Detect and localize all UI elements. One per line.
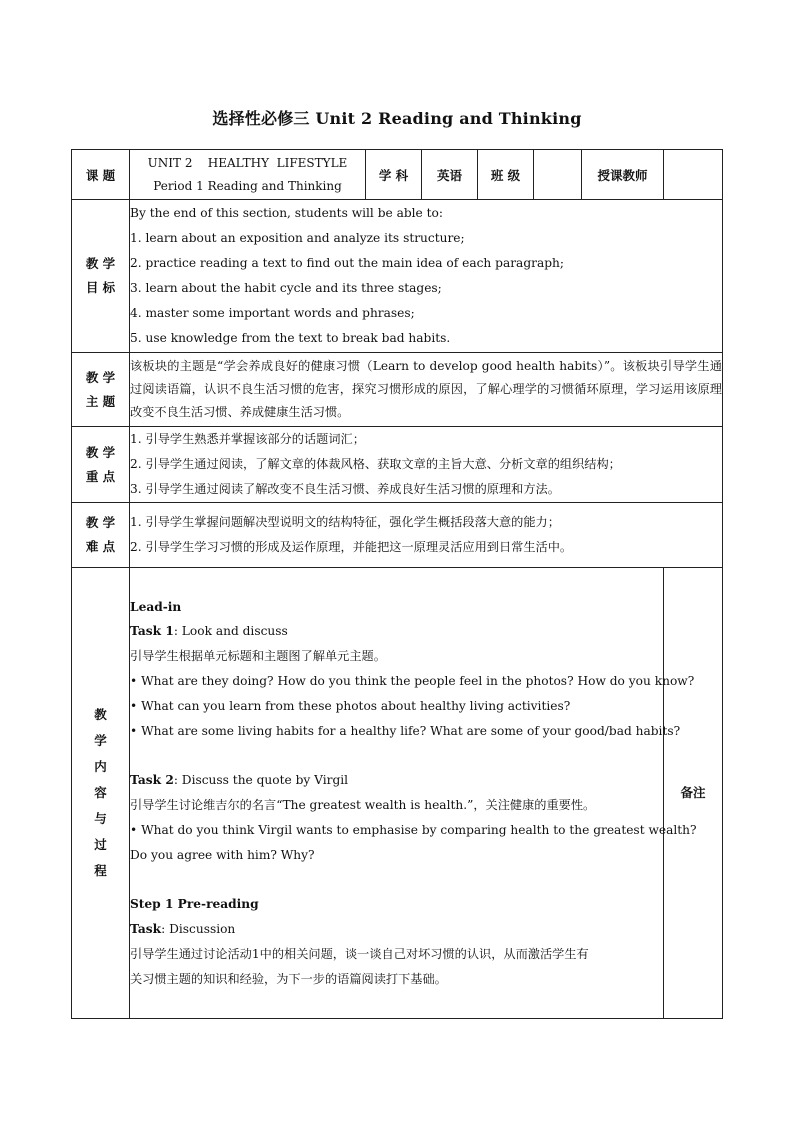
- process-label-char: 程: [94, 863, 107, 878]
- teacher-label: 授课教师: [582, 150, 664, 200]
- difficulties-label-line-2: 难 点: [85, 539, 116, 554]
- difficulty-line: 1. 引导学生掌握问题解决型说明文的结构特征，强化学生概括段落大意的能力；: [130, 515, 560, 529]
- key-points-label: [72, 427, 130, 503]
- task1-label: Task 1: [130, 624, 174, 639]
- objective-line: 2. practice reading a text to find out the main idea of each paragraph;: [130, 256, 564, 270]
- class-label: 班 级: [478, 150, 534, 200]
- difficulties-content: [130, 503, 723, 568]
- process-label-char: 教: [94, 707, 107, 722]
- objective-line: 3. learn about the habit cycle and its three stages;: [130, 281, 442, 295]
- key-point-line: 1. 引导学生熟悉并掌握该部分的话题词汇；: [130, 432, 365, 446]
- objectives-row: [72, 200, 723, 353]
- task1-question: • What are they doing? How do you think the people feel in the photos? How do you know?: [130, 674, 695, 689]
- step1-heading: Step 1 Pre-reading: [130, 897, 259, 912]
- task3-label: Task: [130, 921, 162, 936]
- objective-line: By the end of this section, students will be able to:: [130, 206, 443, 220]
- task3-text: : Discussion: [161, 921, 236, 936]
- task2-question: Do you agree with him? Why?: [130, 847, 315, 862]
- blank-line: [130, 867, 663, 892]
- topic-line-2: Period 1 Reading and Thinking: [153, 178, 342, 193]
- topic-value: [130, 150, 366, 200]
- key-points-row: [72, 427, 723, 503]
- task1-question: • What are some living habits for a healthy life? What are some of your good/bad habits?: [130, 723, 681, 738]
- difficulties-row: [72, 503, 723, 568]
- blank-line: [130, 743, 663, 768]
- task1-cn: 引导学生根据单元标题和主题图了解单元主题。: [130, 649, 386, 664]
- task3-cn: 引导学生通过讨论活动1中的相关问题，谈一谈自己对坏习惯的认识，从而激活学生有: [130, 946, 589, 961]
- key-point-line: 2. 引导学生通过阅读，了解文章的体裁风格、获取文章的主旨大意、分析文章的组织结构；: [130, 457, 621, 471]
- topic-label: 课 题: [72, 150, 130, 200]
- process-label-char: 学: [94, 733, 107, 748]
- process-label-char: 内: [94, 759, 107, 774]
- objective-line: 1. learn about an exposition and analyze its structure;: [130, 231, 465, 245]
- theme-content: [130, 353, 723, 427]
- theme-row: [72, 353, 723, 427]
- process-label-char: 容: [94, 785, 107, 800]
- difficulties-label-line-1: 教 学: [85, 515, 116, 530]
- subject-value: 英语: [422, 150, 478, 200]
- lesson-plan-table: [71, 149, 723, 1019]
- theme-label-line-2: 主 题: [85, 393, 116, 409]
- key-points-label-line-2: 重 点: [85, 468, 116, 484]
- objectives-content: [130, 200, 723, 353]
- key-points-label-line-1: 教 学: [85, 444, 116, 460]
- topic-line-1: UNIT 2 HEALTHY LIFESTYLE: [147, 155, 348, 170]
- header-row: [72, 150, 723, 200]
- task3-cn: 关习惯主题的知识和经验，为下一步的语篇阅读打下基础。: [130, 971, 447, 986]
- objectives-label-line-2: 目 标: [85, 280, 116, 295]
- notes-column: 备注: [664, 568, 723, 1019]
- subject-label: 学 科: [366, 150, 422, 200]
- task2-label: Task 2: [130, 773, 174, 788]
- task1-question: • What can you learn from these photos about healthy living activities?: [130, 698, 571, 713]
- process-label: [72, 568, 130, 1019]
- theme-text: 该板块的主题是“学会养成良好的健康习惯（Learn to develop good health habits）”。该板块引导学生通过阅读语篇，认识不良生活习惯的危害，探究习惯形成的原因，了解心理学的习惯循环原理，学习运用该原理改变不良生活习惯、养成健康生活习惯。: [130, 359, 722, 419]
- objectives-label: [72, 200, 130, 353]
- page-title: 选择性必修三 Unit 2 Reading and Thinking: [212, 109, 582, 128]
- key-point-line: 3. 引导学生通过阅读了解改变不良生活习惯、养成良好生活习惯的原理和方法。: [130, 482, 560, 496]
- process-row: [72, 568, 723, 1019]
- task2-question: • What do you think Virgil wants to emphasise by comparing health to the greatest wealth?: [130, 822, 697, 837]
- difficulties-label: [72, 503, 130, 568]
- teacher-value: [664, 150, 723, 200]
- class-value: [534, 150, 582, 200]
- task1-text: : Look and discuss: [173, 624, 288, 639]
- theme-label-line-1: 教 学: [85, 369, 116, 385]
- process-label-char: 过: [94, 837, 107, 852]
- objective-line: 5. use knowledge from the text to break bad habits.: [130, 331, 451, 345]
- theme-label: [72, 353, 130, 427]
- difficulty-line: 2. 引导学生学习习惯的形成及运作原理，并能把这一原理灵活应用到日常生活中。: [130, 540, 573, 554]
- process-label-char: 与: [94, 811, 107, 826]
- task2-text: : Discuss the quote by Virgil: [173, 773, 349, 788]
- task2-cn: 引导学生讨论维吉尔的名言“The greatest wealth is health.”，关注健康的重要性。: [130, 798, 596, 812]
- objectives-label-line-1: 教 学: [85, 256, 116, 271]
- objective-line: 4. master some important words and phrases;: [130, 306, 415, 320]
- key-points-content: [130, 427, 723, 503]
- leadin-heading: Lead-in: [130, 599, 182, 614]
